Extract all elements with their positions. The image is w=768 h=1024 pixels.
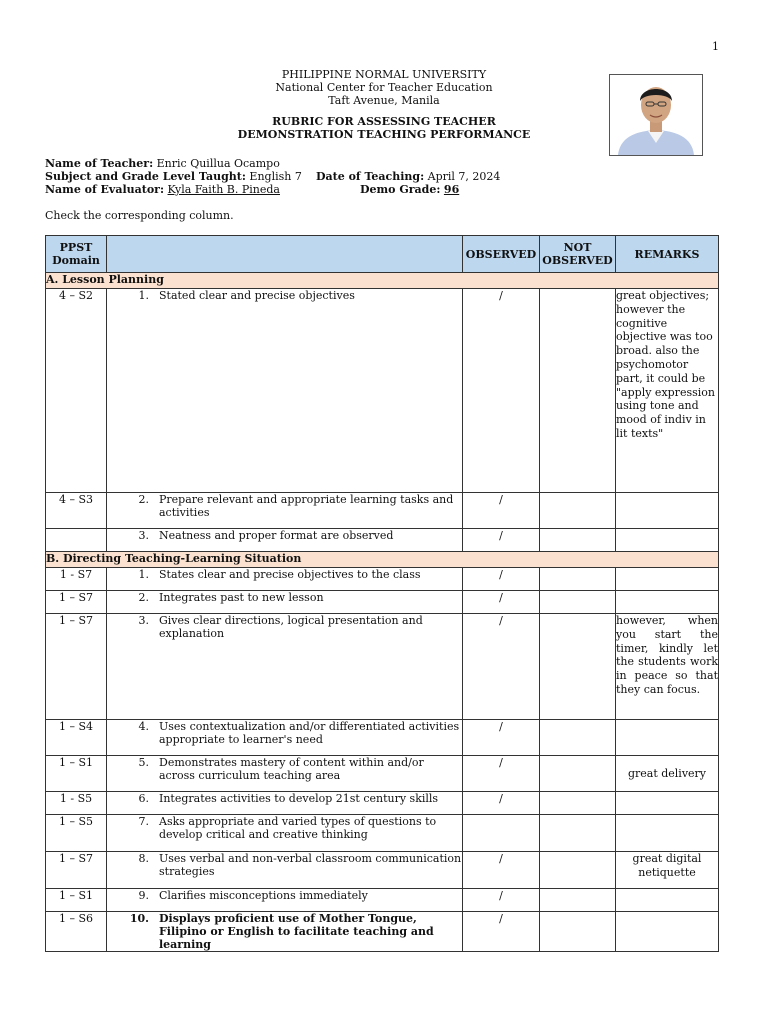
observed-cell [463,815,540,852]
domain-code: 1 – S7 [46,614,107,720]
teacher-name: Enric Quillua Ocampo [156,157,280,170]
criterion-number: 2. [138,591,149,604]
remarks-cell: however, when you start the timer, kindly let the students work in peace so that they can focus. [616,614,719,720]
grade-line [360,183,459,196]
observed-cell: / [463,289,540,493]
observed-cell: / [463,912,540,952]
not-observed-cell [540,591,616,614]
criterion [107,591,463,614]
criterion-number: 9. [138,889,149,902]
observed-cell: / [463,889,540,912]
remarks-cell [616,568,719,591]
observed-cell: / [463,756,540,792]
grade-label: Demo Grade: [360,183,441,196]
not-observed-cell [540,529,616,552]
observed-cell: / [463,614,540,720]
date-line [316,170,500,183]
date-label: Date of Teaching: [316,170,425,183]
domain-code: 4 – S3 [46,493,107,529]
center-name: National Center for Teacher Education [275,81,493,94]
not-observed-cell [540,493,616,529]
criterion [107,756,463,792]
criterion-text: Integrates activities to develop 21st century skills [159,792,439,805]
teacher-photo [609,74,703,156]
not-observed-cell [540,568,616,591]
header-criteria [107,236,463,273]
section-row-b [46,552,719,568]
subject-line [45,170,302,183]
date-value: April 7, 2024 [427,170,501,183]
criterion-text: Gives clear directions, logical presentation and explanation [159,614,423,640]
table-row [46,815,719,852]
criterion-text: Integrates past to new lesson [159,591,324,604]
table-row [46,912,719,952]
rubric-table [45,235,719,952]
criterion [107,493,463,529]
remarks-cell [616,889,719,912]
table-row [46,852,719,889]
domain-code: 1 - S5 [46,792,107,815]
criterion-number: 5. [138,756,149,769]
table-row [46,889,719,912]
criterion [107,889,463,912]
section-title-a: A. Lesson Planning [46,273,719,289]
remarks-cell [616,529,719,552]
not-observed-cell [540,289,616,493]
remarks-cell: great digital netiquette [616,852,719,889]
table-row [46,720,719,756]
header-domain: PPST Domain [46,236,107,273]
criterion-number: 4. [138,720,149,733]
remarks-cell [616,792,719,815]
not-observed-cell [540,889,616,912]
domain-code: 1 – S1 [46,889,107,912]
criterion-text: States clear and precise objectives to the class [159,568,421,581]
criterion-text: Demonstrates mastery of content within and/or across curriculum teaching area [159,756,424,782]
table-row [46,756,719,792]
table-row [46,529,719,552]
criterion-number: 8. [138,852,149,865]
section-row-a [46,273,719,289]
page-number: 1 [712,40,719,53]
criterion [107,720,463,756]
criterion-text: Stated clear and precise objectives [159,289,355,302]
remarks-cell: great delivery [616,756,719,792]
table-row [46,289,719,493]
address: Taft Avenue, Manila [328,94,440,107]
remarks-cell [616,720,719,756]
domain-code: 1 – S4 [46,720,107,756]
subject-value: English 7 [249,170,302,183]
criterion [107,815,463,852]
observed-cell: / [463,493,540,529]
teacher-line [45,157,280,170]
observed-cell: / [463,529,540,552]
not-observed-cell [540,756,616,792]
section-title-b: B. Directing Teaching-Learning Situation [46,552,719,568]
criterion-text: Clarifies misconceptions immediately [159,889,368,902]
table-row [46,493,719,529]
criterion-text: Uses verbal and non-verbal classroom communication strategies [159,852,462,878]
criterion-number: 3. [138,614,149,627]
not-observed-cell [540,614,616,720]
criterion-number: 1. [138,568,149,581]
subject-label: Subject and Grade Level Taught: [45,170,246,183]
header-observed: OBSERVED [463,236,540,273]
domain-code [46,529,107,552]
criterion-number: 10. [129,912,149,925]
table-row [46,614,719,720]
criterion-number: 6. [138,792,149,805]
criterion-number: 2. [138,493,149,506]
not-observed-cell [540,912,616,952]
not-observed-cell [540,720,616,756]
table-row [46,792,719,815]
domain-code: 4 – S2 [46,289,107,493]
not-observed-cell [540,852,616,889]
domain-code: 1 – S6 [46,912,107,952]
criterion [107,852,463,889]
domain-code: 1 – S7 [46,591,107,614]
domain-code: 1 – S1 [46,756,107,792]
grade-value: 96 [443,183,460,196]
observed-cell: / [463,852,540,889]
criterion [107,792,463,815]
observed-cell: / [463,720,540,756]
remarks-cell [616,493,719,529]
evaluator-name: Kyla Faith B. Pineda [167,183,280,196]
domain-code: 1 – S7 [46,852,107,889]
domain-code: 1 - S7 [46,568,107,591]
header-not-observed: NOT OBSERVED [540,236,616,273]
table-row [46,591,719,614]
evaluator-label: Name of Evaluator: [45,183,165,196]
document-header [184,68,584,141]
university-name: PHILIPPINE NORMAL UNIVERSITY [281,68,487,81]
rubric-title-line2: DEMONSTRATION TEACHING PERFORMANCE [237,128,531,141]
remarks-cell [616,815,719,852]
criterion-text: Uses contextualization and/or differentiated activities appropriate to learner's need [159,720,460,746]
observed-cell: / [463,568,540,591]
domain-code: 1 – S5 [46,815,107,852]
remarks-cell [616,912,719,952]
criterion-text: Displays proficient use of Mother Tongue, Filipino or English to facilitate teaching and learning [159,912,434,951]
table-row [46,568,719,591]
teacher-label: Name of Teacher: [45,157,154,170]
evaluator-line [45,183,280,196]
observed-cell: / [463,792,540,815]
criterion-number: 1. [138,289,149,302]
criterion [107,568,463,591]
criterion-text: Neatness and proper format are observed [159,529,394,542]
criterion-number: 7. [138,815,149,828]
observed-cell: / [463,591,540,614]
not-observed-cell [540,815,616,852]
instruction: Check the corresponding column. [45,209,234,222]
criterion [107,529,463,552]
criterion-text: Prepare relevant and appropriate learning tasks and activities [159,493,454,519]
remarks-cell [616,591,719,614]
criterion [107,912,463,952]
criterion [107,289,463,493]
remarks-cell: great objectives; however the cognitive objective was too broad. also the psychomotor part, it could be "apply expression using tone and mood of indiv in lit texts" [616,289,719,493]
header-remarks: REMARKS [616,236,719,273]
criterion-number: 3. [138,529,149,542]
table-header-row [46,236,719,273]
criterion [107,614,463,720]
rubric-title-line1: RUBRIC FOR ASSESSING TEACHER [272,115,496,128]
criterion-text: Asks appropriate and varied types of questions to develop critical and creative thinking [159,815,437,841]
not-observed-cell [540,792,616,815]
